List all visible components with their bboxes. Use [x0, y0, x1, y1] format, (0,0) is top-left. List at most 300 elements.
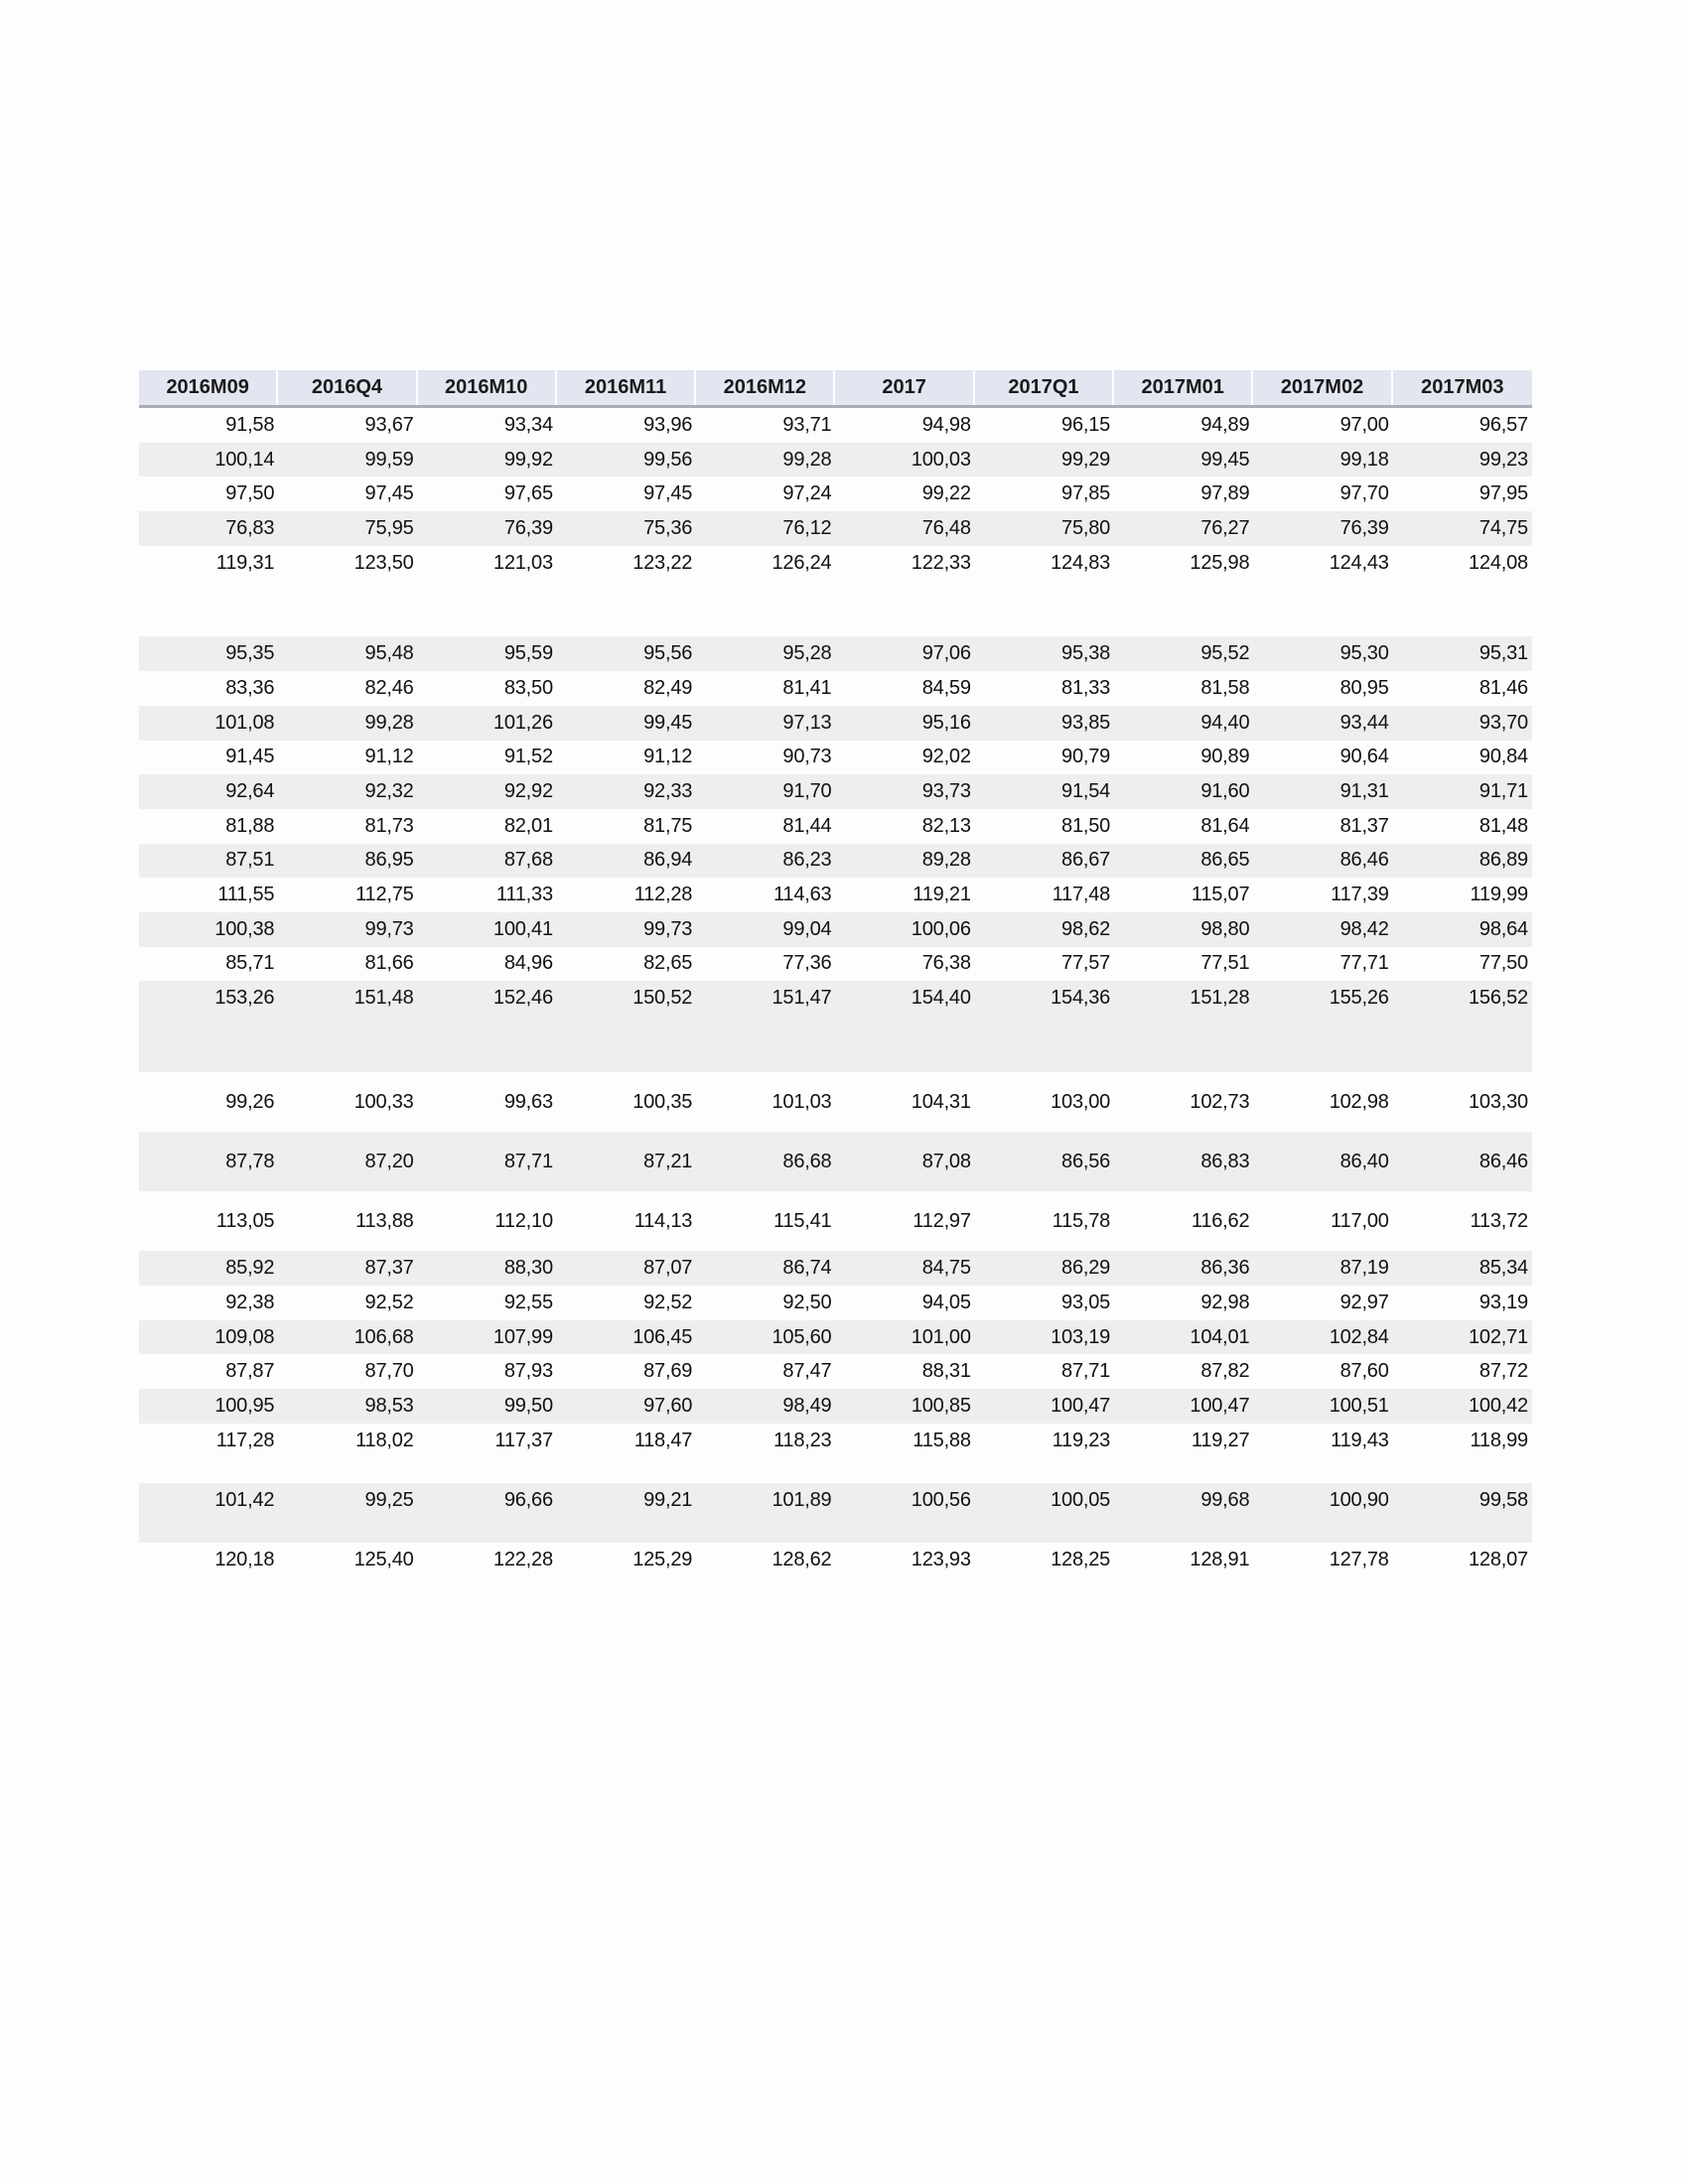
- table-cell: 119,23: [1052, 1429, 1111, 1451]
- table-cell: 100,47: [1190, 1394, 1250, 1417]
- table-row: [139, 511, 1532, 546]
- table-cell: 87,82: [1200, 1360, 1250, 1383]
- table-cell: 125,29: [633, 1548, 693, 1570]
- table-cell: 93,34: [503, 413, 553, 436]
- table-cell: 112,75: [355, 884, 414, 906]
- table-cell: 123,50: [353, 551, 414, 574]
- table-row: [139, 741, 1532, 775]
- table-cell: 90,73: [782, 746, 832, 768]
- table-cell: 87,71: [1061, 1360, 1111, 1383]
- table-cell: 91,45: [225, 746, 275, 768]
- table-cell: 77,36: [782, 952, 832, 975]
- table-cell: 92,52: [364, 1291, 414, 1313]
- table-cell: 95,48: [364, 642, 414, 665]
- table-cell: 94,40: [1200, 711, 1250, 734]
- table-row: [139, 1251, 1532, 1286]
- table-cell: 81,75: [643, 814, 693, 837]
- table-row: [139, 809, 1532, 844]
- table-cell: 86,29: [1061, 1257, 1111, 1280]
- table-cell: 125,98: [1190, 551, 1250, 574]
- table-cell: 76,48: [921, 516, 971, 539]
- table-cell: 104,01: [1190, 1325, 1250, 1348]
- table-cell: 86,36: [1200, 1257, 1250, 1280]
- table-row: [139, 1424, 1532, 1483]
- table-cell: 95,56: [643, 642, 693, 665]
- table-row: [139, 912, 1532, 947]
- table-cell: 91,58: [225, 413, 275, 436]
- table-cell: 125,40: [353, 1548, 414, 1570]
- table-row: [139, 1191, 1532, 1251]
- table-cell: 98,64: [1478, 917, 1528, 940]
- table-cell: 95,35: [225, 642, 275, 665]
- table-cell: 121,03: [492, 551, 553, 574]
- table-cell: 98,42: [1339, 917, 1389, 940]
- table-row: [139, 1320, 1532, 1355]
- table-cell: 94,98: [921, 413, 971, 436]
- table-cell: 101,42: [214, 1488, 275, 1511]
- table-cell: 86,46: [1339, 849, 1389, 872]
- table-cell: 87,51: [225, 849, 275, 872]
- table-cell: 118,02: [355, 1429, 414, 1451]
- table-cell: 91,52: [503, 746, 553, 768]
- table-cell: 112,10: [494, 1209, 553, 1232]
- table-cell: 86,56: [1061, 1150, 1111, 1172]
- table-cell: 93,96: [643, 413, 693, 436]
- table-cell: 99,59: [364, 448, 414, 471]
- table-cell: 81,48: [1478, 814, 1528, 837]
- table-cell: 113,88: [355, 1209, 414, 1232]
- table-cell: 124,08: [1468, 551, 1528, 574]
- table-cell: 100,05: [1051, 1488, 1111, 1511]
- column-header: 2016Q4: [278, 370, 415, 405]
- table-cell: 87,72: [1478, 1360, 1528, 1383]
- table-cell: 95,28: [782, 642, 832, 665]
- table-cell: 99,28: [364, 711, 414, 734]
- table-cell: 95,16: [921, 711, 971, 734]
- table-cell: 81,44: [782, 814, 832, 837]
- table-cell: 76,39: [1339, 516, 1389, 539]
- table-cell: 86,83: [1200, 1150, 1250, 1172]
- table-cell: 88,30: [503, 1257, 553, 1280]
- table-cell: 151,47: [772, 987, 832, 1010]
- table-cell: 117,37: [494, 1429, 553, 1451]
- table-cell: 124,83: [1051, 551, 1111, 574]
- table-cell: 97,45: [364, 482, 414, 505]
- table-cell: 99,56: [643, 448, 693, 471]
- table-cell: 111,33: [495, 884, 553, 906]
- table-cell: 97,85: [1061, 482, 1111, 505]
- table-cell: 97,60: [643, 1394, 693, 1417]
- table-cell: 86,68: [782, 1150, 832, 1172]
- table-cell: 93,71: [782, 413, 832, 436]
- table-cell: 88,31: [921, 1360, 971, 1383]
- table-row: [139, 1389, 1532, 1424]
- table-row: [139, 443, 1532, 478]
- table-cell: 99,63: [503, 1090, 553, 1113]
- table-cell: 118,99: [1470, 1429, 1528, 1451]
- table-cell: 93,70: [1478, 711, 1528, 734]
- table-cell: 94,89: [1200, 413, 1250, 436]
- table-cell: 128,91: [1190, 1548, 1250, 1570]
- table-cell: 81,73: [364, 814, 414, 837]
- table-cell: 86,95: [364, 849, 414, 872]
- table-cell: 87,70: [364, 1360, 414, 1383]
- table-row: [139, 1483, 1532, 1543]
- table-cell: 95,31: [1478, 642, 1528, 665]
- table-cell: 118,23: [773, 1429, 832, 1451]
- table-cell: 156,52: [1468, 987, 1528, 1010]
- row-spacer: [139, 580, 1532, 636]
- table-cell: 91,31: [1339, 780, 1389, 803]
- table-cell: 97,24: [782, 482, 832, 505]
- table-row: [139, 844, 1532, 879]
- table-cell: 86,89: [1478, 849, 1528, 872]
- table-cell: 100,95: [214, 1394, 275, 1417]
- table-cell: 93,67: [364, 413, 414, 436]
- table-cell: 123,93: [911, 1548, 971, 1570]
- table-cell: 105,60: [772, 1325, 832, 1348]
- table-row: [139, 774, 1532, 809]
- table-cell: 93,85: [1061, 711, 1111, 734]
- table-cell: 128,62: [772, 1548, 832, 1570]
- table-cell: 109,08: [214, 1325, 275, 1348]
- table-cell: 81,41: [782, 676, 832, 699]
- table-cell: 100,47: [1051, 1394, 1111, 1417]
- table-cell: 115,88: [913, 1429, 971, 1451]
- table-cell: 87,20: [364, 1150, 414, 1172]
- table-cell: 95,52: [1200, 642, 1250, 665]
- table-cell: 97,50: [225, 482, 275, 505]
- table-cell: 86,46: [1478, 1150, 1528, 1172]
- table-cell: 86,74: [782, 1257, 832, 1280]
- table-cell: 128,25: [1051, 1548, 1111, 1570]
- table-cell: 81,64: [1200, 814, 1250, 837]
- column-header: 2017M01: [1114, 370, 1251, 405]
- table-cell: 117,39: [1331, 884, 1389, 906]
- table-cell: 107,99: [492, 1325, 553, 1348]
- column-header: 2016M11: [557, 370, 694, 405]
- table-cell: 87,21: [643, 1150, 693, 1172]
- table-cell: 124,43: [1329, 551, 1389, 574]
- table-cell: 102,73: [1190, 1090, 1250, 1113]
- table-cell: 117,48: [1052, 884, 1111, 906]
- table-cell: 153,26: [214, 987, 275, 1010]
- table-cell: 91,12: [643, 746, 693, 768]
- table-cell: 99,73: [364, 917, 414, 940]
- table-row: [139, 671, 1532, 706]
- table-cell: 99,04: [782, 917, 832, 940]
- table-cell: 77,57: [1061, 952, 1111, 975]
- table-cell: 77,71: [1339, 952, 1389, 975]
- table-cell: 89,28: [921, 849, 971, 872]
- table-cell: 76,27: [1200, 516, 1250, 539]
- table-cell: 92,98: [1200, 1291, 1250, 1313]
- table-cell: 99,21: [643, 1488, 693, 1511]
- table-cell: 85,34: [1478, 1257, 1528, 1280]
- table-cell: 99,28: [782, 448, 832, 471]
- table-cell: 91,70: [782, 780, 832, 803]
- table-cell: 122,28: [492, 1548, 553, 1570]
- table-cell: 85,71: [225, 952, 275, 975]
- table-cell: 101,03: [772, 1090, 832, 1113]
- table-cell: 93,05: [1061, 1291, 1111, 1313]
- table-cell: 87,71: [503, 1150, 553, 1172]
- table-cell: 98,49: [782, 1394, 832, 1417]
- table-cell: 117,00: [1331, 1209, 1389, 1232]
- table-cell: 95,30: [1339, 642, 1389, 665]
- table-cell: 100,35: [633, 1090, 693, 1113]
- table-cell: 82,49: [643, 676, 693, 699]
- table-cell: 100,14: [214, 448, 275, 471]
- table-cell: 128,07: [1468, 1548, 1528, 1570]
- table-cell: 96,15: [1061, 413, 1111, 436]
- table-row: [139, 1132, 1532, 1191]
- table-cell: 100,56: [911, 1488, 971, 1511]
- table-cell: 87,78: [225, 1150, 275, 1172]
- table-cell: 113,72: [1470, 1209, 1528, 1232]
- table-cell: 91,12: [364, 746, 414, 768]
- table-cell: 90,89: [1200, 746, 1250, 768]
- table-cell: 151,48: [353, 987, 414, 1010]
- table-cell: 82,46: [364, 676, 414, 699]
- table-row: [139, 947, 1532, 982]
- table-cell: 99,68: [1200, 1488, 1250, 1511]
- column-header: 2016M12: [696, 370, 833, 405]
- table-cell: 87,47: [782, 1360, 832, 1383]
- table-cell: 92,33: [643, 780, 693, 803]
- table-cell: 75,80: [1061, 516, 1111, 539]
- table-cell: 150,52: [633, 987, 693, 1010]
- column-header: 2017M02: [1253, 370, 1390, 405]
- table-cell: 97,89: [1200, 482, 1250, 505]
- column-header: 2016M09: [139, 370, 276, 405]
- table-cell: 99,58: [1478, 1488, 1528, 1511]
- table-cell: 101,89: [772, 1488, 832, 1511]
- table-cell: 99,29: [1061, 448, 1111, 471]
- table-cell: 82,13: [921, 814, 971, 837]
- table-row: [139, 1354, 1532, 1389]
- table-cell: 86,65: [1200, 849, 1250, 872]
- table-cell: 111,55: [217, 884, 275, 906]
- table-cell: 90,84: [1478, 746, 1528, 768]
- table-cell: 100,85: [911, 1394, 971, 1417]
- table-cell: 87,69: [643, 1360, 693, 1383]
- column-header: 2016M10: [418, 370, 555, 405]
- table-cell: 87,07: [643, 1257, 693, 1280]
- table-cell: 106,68: [353, 1325, 414, 1348]
- table-cell: 115,41: [773, 1209, 832, 1232]
- table-cell: 80,95: [1339, 676, 1389, 699]
- table-cell: 113,05: [215, 1209, 275, 1232]
- table-cell: 96,66: [503, 1488, 553, 1511]
- table-cell: 93,19: [1478, 1291, 1528, 1313]
- table-cell: 92,97: [1339, 1291, 1389, 1313]
- table-cell: 119,43: [1331, 1429, 1389, 1451]
- table-cell: 97,00: [1339, 413, 1389, 436]
- table-cell: 112,28: [633, 884, 693, 906]
- table-cell: 99,45: [643, 711, 693, 734]
- table-cell: 81,46: [1478, 676, 1528, 699]
- table-cell: 97,65: [503, 482, 553, 505]
- table-cell: 97,70: [1339, 482, 1389, 505]
- table-cell: 92,50: [782, 1291, 832, 1313]
- table-cell: 97,06: [921, 642, 971, 665]
- table-cell: 77,51: [1200, 952, 1250, 975]
- table-cell: 100,33: [353, 1090, 414, 1113]
- table-cell: 81,66: [364, 952, 414, 975]
- table-cell: 87,60: [1339, 1360, 1389, 1383]
- table-cell: 127,78: [1329, 1548, 1389, 1570]
- table-row: [139, 1286, 1532, 1320]
- table-cell: 92,32: [364, 780, 414, 803]
- table-cell: 81,37: [1339, 814, 1389, 837]
- table-cell: 90,79: [1061, 746, 1111, 768]
- table-cell: 92,02: [921, 746, 971, 768]
- table-cell: 92,38: [225, 1291, 275, 1313]
- table-cell: 76,83: [225, 516, 275, 539]
- table-cell: 92,64: [225, 780, 275, 803]
- table-row: [139, 546, 1532, 581]
- table-cell: 81,88: [225, 814, 275, 837]
- table-cell: 99,22: [921, 482, 971, 505]
- table-row: [139, 408, 1532, 443]
- table-cell: 154,40: [911, 987, 971, 1010]
- table-cell: 104,31: [911, 1090, 971, 1113]
- table-cell: 119,31: [215, 551, 275, 574]
- table-cell: 82,01: [503, 814, 553, 837]
- table-cell: 103,30: [1468, 1090, 1528, 1113]
- table-cell: 99,18: [1339, 448, 1389, 471]
- table-cell: 101,00: [911, 1325, 971, 1348]
- table-row: [139, 1072, 1532, 1132]
- table-cell: 116,62: [1191, 1209, 1250, 1232]
- table-cell: 99,26: [225, 1090, 275, 1113]
- table-cell: 154,36: [1051, 987, 1111, 1010]
- table-cell: 103,00: [1051, 1090, 1111, 1113]
- table-cell: 85,92: [225, 1257, 275, 1280]
- table-cell: 86,23: [782, 849, 832, 872]
- table-cell: 106,45: [633, 1325, 693, 1348]
- column-header: 2017: [835, 370, 972, 405]
- table-row: [139, 878, 1532, 912]
- table-cell: 99,23: [1478, 448, 1528, 471]
- table-cell: 102,84: [1329, 1325, 1389, 1348]
- table-row: [139, 636, 1532, 671]
- table-cell: 95,38: [1061, 642, 1111, 665]
- table-cell: 76,39: [503, 516, 553, 539]
- table-cell: 87,19: [1339, 1257, 1389, 1280]
- table-cell: 81,33: [1061, 676, 1111, 699]
- table-cell: 115,78: [1052, 1209, 1111, 1232]
- table-cell: 102,98: [1329, 1090, 1389, 1113]
- table-cell: 112,97: [913, 1209, 971, 1232]
- table-cell: 120,18: [214, 1548, 275, 1570]
- table-row: [139, 1543, 1532, 1577]
- table-cell: 86,67: [1061, 849, 1111, 872]
- table-cell: 101,26: [492, 711, 553, 734]
- table-cell: 92,52: [643, 1291, 693, 1313]
- table-cell: 82,65: [643, 952, 693, 975]
- table-cell: 122,33: [911, 551, 971, 574]
- table-cell: 100,38: [214, 917, 275, 940]
- column-header: 2017M03: [1393, 370, 1532, 405]
- table-cell: 90,64: [1339, 746, 1389, 768]
- table-cell: 151,28: [1190, 987, 1250, 1010]
- table-cell: 81,58: [1200, 676, 1250, 699]
- table-cell: 91,54: [1061, 780, 1111, 803]
- table-cell: 83,50: [503, 676, 553, 699]
- table-cell: 100,41: [492, 917, 553, 940]
- table-cell: 119,27: [1191, 1429, 1250, 1451]
- table-cell: 97,45: [643, 482, 693, 505]
- table-cell: 99,25: [364, 1488, 414, 1511]
- table-cell: 152,46: [492, 987, 553, 1010]
- table-cell: 84,75: [921, 1257, 971, 1280]
- table-cell: 98,62: [1061, 917, 1111, 940]
- table-cell: 103,19: [1051, 1325, 1111, 1348]
- table-cell: 87,37: [364, 1257, 414, 1280]
- table-cell: 76,38: [921, 952, 971, 975]
- table-cell: 99,50: [503, 1394, 553, 1417]
- table-cell: 93,73: [921, 780, 971, 803]
- table-cell: 99,92: [503, 448, 553, 471]
- table-cell: 81,50: [1061, 814, 1111, 837]
- table-cell: 77,50: [1478, 952, 1528, 975]
- table-cell: 83,36: [225, 676, 275, 699]
- table-row: [139, 706, 1532, 741]
- table-header: [139, 370, 1532, 408]
- table-cell: 87,87: [225, 1360, 275, 1383]
- table-cell: 119,99: [1470, 884, 1528, 906]
- table-cell: 97,95: [1478, 482, 1528, 505]
- table-cell: 101,08: [214, 711, 275, 734]
- table-cell: 100,90: [1329, 1488, 1389, 1511]
- table-row: [139, 981, 1532, 1072]
- table-cell: 98,80: [1200, 917, 1250, 940]
- table-cell: 118,47: [633, 1429, 693, 1451]
- table-cell: 123,22: [633, 551, 693, 574]
- table-cell: 102,71: [1468, 1325, 1528, 1348]
- table-cell: 119,21: [913, 884, 971, 906]
- table-body: [139, 408, 1532, 1576]
- table-cell: 84,59: [921, 676, 971, 699]
- table-cell: 87,08: [921, 1150, 971, 1172]
- table-cell: 92,92: [503, 780, 553, 803]
- table-cell: 96,57: [1478, 413, 1528, 436]
- table-cell: 86,94: [643, 849, 693, 872]
- table-cell: 155,26: [1329, 987, 1389, 1010]
- table-cell: 117,28: [215, 1429, 275, 1451]
- table-cell: 74,75: [1478, 516, 1528, 539]
- table-cell: 91,71: [1478, 780, 1528, 803]
- table-cell: 76,12: [782, 516, 832, 539]
- table-cell: 95,59: [503, 642, 553, 665]
- table-cell: 87,93: [503, 1360, 553, 1383]
- table-cell: 114,13: [633, 1209, 693, 1232]
- table-cell: 114,63: [773, 884, 832, 906]
- data-table: [139, 370, 1532, 1576]
- table-cell: 86,40: [1339, 1150, 1389, 1172]
- table-cell: 93,44: [1339, 711, 1389, 734]
- table-cell: 115,07: [1191, 884, 1250, 906]
- table-cell: 100,42: [1468, 1394, 1528, 1417]
- table-cell: 100,03: [911, 448, 971, 471]
- table-cell: 126,24: [772, 551, 832, 574]
- table-cell: 91,60: [1200, 780, 1250, 803]
- table-cell: 84,96: [503, 952, 553, 975]
- column-header: 2017Q1: [975, 370, 1112, 405]
- table-cell: 100,51: [1329, 1394, 1389, 1417]
